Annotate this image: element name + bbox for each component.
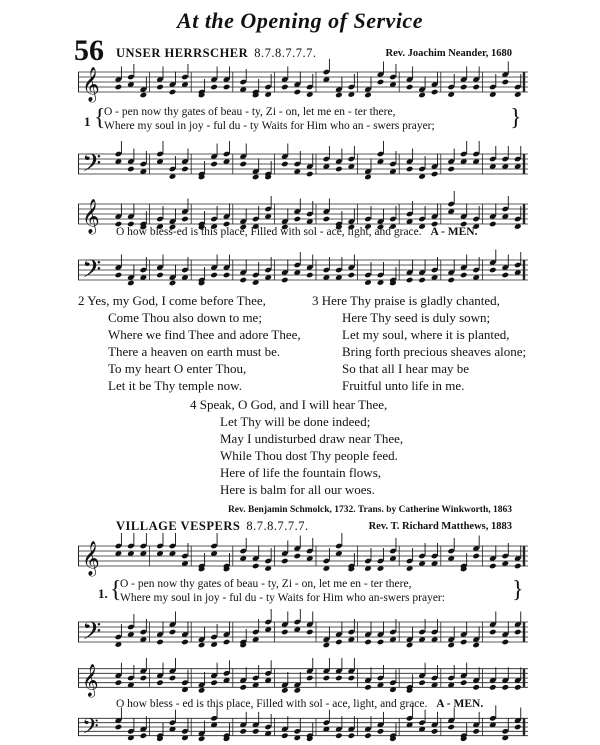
stanza-3-number: 3 bbox=[312, 293, 319, 308]
lyric-h1-l2-text: O how bless-ed is this place, Filled with sol - ace, light, and grace. bbox=[116, 226, 422, 238]
note-head bbox=[501, 272, 509, 279]
lyric-h2-l1a: O - pen now thy gates of beau - ty, Zi - on, let me en - ter there, bbox=[120, 578, 412, 590]
tune-name-1-text: UNSER HERRSCHER bbox=[116, 46, 249, 60]
hymn-number: 56 bbox=[74, 34, 104, 67]
note-head bbox=[418, 277, 426, 284]
meter-1: 8.7.8.7.7.7. bbox=[254, 46, 317, 60]
note-head bbox=[364, 684, 372, 691]
note-head bbox=[348, 272, 356, 279]
author-2: Rev. T. Richard Matthews, 1883 bbox=[368, 521, 512, 532]
note-head bbox=[181, 639, 189, 646]
note-head bbox=[156, 679, 164, 686]
note-head bbox=[335, 732, 343, 739]
note-head bbox=[252, 728, 260, 735]
stanza-3-line-2: Here Thy seed is duly sown; bbox=[342, 310, 491, 325]
note-head bbox=[489, 684, 497, 691]
stanza-4-line-6: Here is balm for all our woes. bbox=[220, 482, 375, 497]
note-head bbox=[252, 174, 260, 181]
note-head bbox=[377, 728, 385, 735]
note-head bbox=[472, 728, 480, 735]
note-head bbox=[335, 92, 343, 99]
lyric-h1-l1a: O - pen now thy gates of beau - ty, Zi - on, let me en - ter there, bbox=[104, 106, 396, 118]
clef-icon: 𝄢 bbox=[82, 255, 102, 290]
stanza-4-line-5: Here of life the fountain flows, bbox=[220, 465, 382, 480]
stanza-3-line-4: Bring forth precious sheaves alone; bbox=[342, 344, 527, 359]
note-head bbox=[472, 642, 480, 649]
note-head bbox=[198, 687, 206, 694]
note-head bbox=[127, 166, 135, 173]
staff-treble-h2-s1 bbox=[78, 536, 528, 576]
note-head bbox=[281, 161, 289, 168]
stanza-2-line-5: To my heart O enter Thou, bbox=[108, 361, 247, 376]
stanza-2-line-2: Come Thou also down to me; bbox=[108, 310, 262, 325]
clef-icon: 𝄢 bbox=[82, 714, 99, 745]
staff-treble-h1-s1 bbox=[78, 62, 528, 102]
note-head bbox=[460, 84, 468, 91]
note-head bbox=[323, 675, 331, 682]
clef-icon: 𝄞 bbox=[82, 67, 100, 102]
note-head bbox=[447, 277, 455, 284]
note-head bbox=[281, 629, 289, 636]
note-head bbox=[335, 639, 343, 646]
note-head bbox=[514, 684, 522, 691]
note-head bbox=[323, 642, 331, 649]
meter-2: 8.7.8.7.7.7. bbox=[246, 519, 309, 533]
note-head bbox=[223, 639, 231, 646]
note-head bbox=[156, 272, 164, 279]
note-head bbox=[306, 629, 314, 636]
note-head bbox=[460, 639, 468, 646]
note-head bbox=[293, 687, 301, 694]
note-head bbox=[431, 728, 439, 735]
note-head bbox=[306, 272, 314, 279]
credit-line: Rev. Benjamin Schmolck, 1732. Trans. by Catherine Winkworth, 1863 bbox=[227, 505, 512, 515]
amen-2: A - MEN. bbox=[436, 698, 484, 710]
note-head bbox=[306, 171, 314, 178]
note-head bbox=[198, 735, 206, 742]
stanza-3-line-5: So that all I hear may be bbox=[342, 361, 470, 376]
lyric-h2-l2 bbox=[116, 698, 483, 710]
note-head bbox=[281, 558, 289, 565]
staff-treble-h2-s2 bbox=[78, 662, 528, 697]
note-head bbox=[472, 84, 480, 91]
note-head bbox=[140, 732, 148, 739]
note-head bbox=[210, 161, 218, 168]
verse-number-2: 1. bbox=[98, 586, 108, 601]
lyric-h2-l1b: Where my soul in joy - ful du - ty Waits for Him who an-swers prayer: bbox=[120, 592, 445, 604]
note-head bbox=[406, 642, 414, 649]
page-title: At the Opening of Service bbox=[177, 8, 423, 33]
stanza-3-line-1: 3 Here Thy praise is gladly chanted, bbox=[312, 293, 500, 308]
clef-icon: 𝄞 bbox=[82, 541, 100, 576]
note-head bbox=[364, 174, 372, 181]
stanza-2-line-3: Where we find Thee and adore Thee, bbox=[108, 327, 301, 342]
note-head bbox=[447, 724, 455, 731]
note-head bbox=[239, 728, 247, 735]
clef-icon: 𝄢 bbox=[82, 149, 102, 184]
note-head bbox=[169, 675, 177, 682]
staff-bass-h2-s2 bbox=[78, 712, 528, 745]
note-head bbox=[239, 161, 247, 168]
note-head bbox=[181, 216, 189, 223]
note-head bbox=[252, 563, 260, 570]
stanza-2-line-6: Let it be Thy temple now. bbox=[108, 378, 242, 393]
note-head bbox=[115, 272, 123, 279]
clef-icon: 𝄢 bbox=[82, 617, 102, 652]
note-head bbox=[306, 675, 314, 682]
note-head bbox=[364, 92, 372, 99]
note-head bbox=[447, 642, 455, 649]
note-head bbox=[140, 675, 148, 682]
lyric-h1-l1b: Where my soul in joy - ful du - ty Waits for Him who an - swers prayer; bbox=[104, 120, 435, 132]
brace-left-1: { bbox=[94, 105, 106, 131]
note-head bbox=[281, 84, 289, 91]
note-head bbox=[364, 732, 372, 739]
note-head bbox=[335, 166, 343, 173]
lyric-h2-l2-text: O how bless - ed is this place, Filled with sol - ace, light, and grace. bbox=[116, 698, 428, 710]
note-head bbox=[489, 629, 497, 636]
note-head bbox=[460, 679, 468, 686]
amen-1: A - MEN. bbox=[430, 226, 478, 238]
note-head bbox=[127, 280, 135, 287]
note-head bbox=[460, 272, 468, 279]
stanza-4-line-3: May I undisturbed draw near Thee, bbox=[220, 431, 404, 446]
note-head bbox=[377, 639, 385, 646]
note-head bbox=[210, 272, 218, 279]
note-head bbox=[418, 92, 426, 99]
note-head bbox=[281, 277, 289, 284]
note-head bbox=[281, 732, 289, 739]
note-head bbox=[377, 79, 385, 86]
note-head bbox=[115, 724, 123, 731]
note-head bbox=[406, 166, 414, 173]
brace-right-1: } bbox=[510, 105, 522, 131]
clef-icon: 𝄞 bbox=[82, 199, 100, 234]
note-head bbox=[472, 553, 480, 560]
note-head bbox=[489, 563, 497, 570]
note-head bbox=[489, 221, 497, 228]
note-head bbox=[239, 684, 247, 691]
note-head bbox=[472, 684, 480, 691]
staff-bass-h2-s1 bbox=[78, 612, 528, 652]
stanza-4-number: 4 bbox=[190, 397, 197, 412]
note-head bbox=[223, 272, 231, 279]
verse-number-1: 1 bbox=[84, 114, 91, 129]
note-head bbox=[169, 629, 177, 636]
staff-bass-h1-s1 bbox=[78, 144, 528, 184]
note-head bbox=[239, 277, 247, 284]
tune-name-2-text: VILLAGE VESPERS bbox=[116, 519, 241, 533]
stanza-4-line-2: Let Thy will be done indeed; bbox=[220, 414, 371, 429]
brace-left-2: { bbox=[110, 577, 122, 603]
note-head bbox=[293, 553, 301, 560]
staff-bass-h1-s2 bbox=[78, 250, 528, 290]
note-head bbox=[364, 639, 372, 646]
note-head bbox=[140, 92, 148, 99]
note-head bbox=[210, 84, 218, 91]
note-head bbox=[447, 166, 455, 173]
note-head bbox=[501, 639, 509, 646]
note-head bbox=[115, 84, 123, 91]
note-head bbox=[501, 684, 509, 691]
note-head bbox=[348, 675, 356, 682]
note-head bbox=[210, 679, 218, 686]
note-head bbox=[293, 216, 301, 223]
stanza-4 bbox=[190, 396, 403, 498]
note-head bbox=[115, 679, 123, 686]
note-head bbox=[169, 89, 177, 96]
stanza-4-line-4: While Thou dost Thy people feed. bbox=[220, 448, 398, 463]
note-head bbox=[156, 639, 164, 646]
note-head bbox=[223, 84, 231, 91]
note-head bbox=[514, 724, 522, 731]
note-head bbox=[501, 79, 509, 86]
note-head bbox=[431, 171, 439, 178]
note-head bbox=[181, 166, 189, 173]
note-head bbox=[293, 89, 301, 96]
stanza-3-line-6: Fruitful unto life in me. bbox=[342, 378, 465, 393]
tune-name-1 bbox=[116, 46, 316, 61]
note-head bbox=[323, 216, 331, 223]
note-head bbox=[514, 563, 522, 570]
note-head bbox=[406, 277, 414, 284]
stanza-2-number: 2 bbox=[78, 293, 85, 308]
stanza-2-line-1: 2 Yes, my God, I come before Thee, bbox=[78, 293, 266, 308]
author-1: Rev. Joachim Neander, 1680 bbox=[385, 48, 512, 59]
note-head bbox=[489, 267, 497, 274]
clef-icon: 𝄞 bbox=[82, 663, 99, 697]
stanza-3-line-3: Let my soul, where it is planted, bbox=[342, 327, 510, 342]
stanza-2-line-4: There a heaven on earth must be. bbox=[108, 344, 281, 359]
note-head bbox=[418, 679, 426, 686]
note-head bbox=[431, 89, 439, 96]
brace-right-2: } bbox=[512, 577, 524, 603]
stanza-3 bbox=[312, 292, 526, 394]
note-head bbox=[514, 629, 522, 636]
note-head bbox=[335, 675, 343, 682]
stanza-4-line-1: 4 Speak, O God, and I will hear Thee, bbox=[190, 397, 388, 412]
tune-name-2 bbox=[116, 519, 309, 534]
note-head bbox=[198, 642, 206, 649]
note-head bbox=[169, 280, 177, 287]
note-head bbox=[348, 732, 356, 739]
note-head bbox=[156, 84, 164, 91]
stanza-2 bbox=[78, 292, 301, 394]
lyric-h1-l2 bbox=[116, 226, 477, 238]
note-head bbox=[281, 687, 289, 694]
note-head bbox=[406, 84, 414, 91]
